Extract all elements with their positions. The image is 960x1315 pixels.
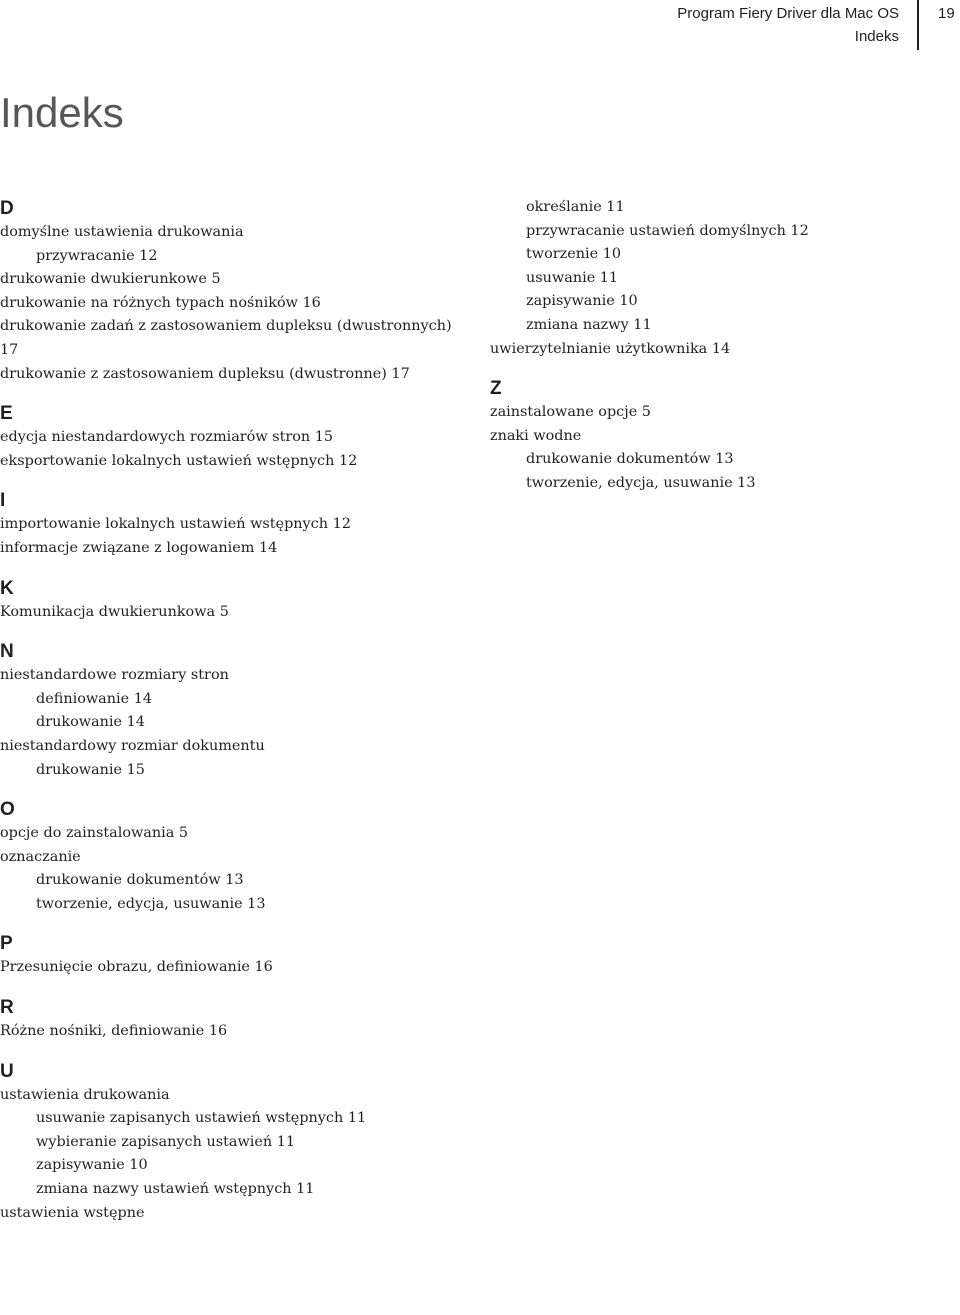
index-entry: drukowanie z zastosowaniem dupleksu (dwustronne) 17 <box>0 365 410 382</box>
index-section <box>0 488 470 560</box>
page-header <box>0 0 960 56</box>
index-entry: drukowanie zadań z zastosowaniem dupleksu (dwustronnych) <box>0 318 452 335</box>
index-subentry: usuwanie 11 <box>526 269 619 286</box>
index-section <box>0 995 470 1044</box>
index-entry: 17 <box>0 341 19 358</box>
index-subentry: definiowanie 14 <box>36 690 153 707</box>
index-section <box>0 931 470 980</box>
index-entry: Różne nośniki, definiowanie 16 <box>0 1023 228 1040</box>
index-subentry: zapisywanie 10 <box>36 1157 148 1174</box>
index-subentry: przywracanie 12 <box>36 247 158 264</box>
section-letter: K <box>0 577 14 599</box>
header-text <box>677 2 899 48</box>
index-subentry: tworzenie 10 <box>526 246 622 263</box>
index-subentry: drukowanie 14 <box>36 714 145 731</box>
index-subentry: tworzenie, edycja, usuwanie 13 <box>36 895 266 912</box>
section-letter: D <box>0 198 14 219</box>
header-divider <box>917 0 919 50</box>
index-entry: eksportowanie lokalnych ustawień wstępnych 12 <box>0 452 358 469</box>
index-subentry: usuwanie zapisanych ustawień wstępnych 11 <box>36 1110 367 1127</box>
index-subentry: zapisywanie 10 <box>526 293 638 310</box>
index-subentry: zmiana nazwy ustawień wstępnych 11 <box>36 1181 315 1198</box>
index-section <box>490 196 960 361</box>
index-subentry: drukowanie 15 <box>36 761 145 778</box>
section-letter: E <box>0 403 13 425</box>
index-entry: ustawienia drukowania <box>0 1086 170 1103</box>
index-entry: drukowanie na różnych typach nośników 16 <box>0 294 321 311</box>
index-subentry: wybieranie zapisanych ustawień 11 <box>36 1133 296 1150</box>
index-entry: niestandardowe rozmiary stron <box>0 667 229 684</box>
index-section <box>0 576 470 625</box>
index-section <box>0 797 470 916</box>
index-subentry: drukowanie dokumentów 13 <box>36 872 244 889</box>
section-letter: O <box>0 799 15 821</box>
index-entry: ustawienia wstępne <box>0 1204 145 1221</box>
index-subentry: tworzenie, edycja, usuwanie 13 <box>526 474 756 491</box>
header-section: Indeks <box>854 28 899 45</box>
index-section <box>0 196 470 386</box>
index-entry: Komunikacja dwukierunkowa 5 <box>0 603 229 620</box>
header-doc-title: Program Fiery Driver dla Mac OS <box>677 5 899 22</box>
index-subentry: zmiana nazwy 11 <box>526 316 652 333</box>
index-entry: domyślne ustawienia drukowania <box>0 224 244 240</box>
page-title: Indeks <box>0 89 124 136</box>
index-section <box>0 639 470 782</box>
section-letter: I <box>0 490 6 512</box>
index-column-right <box>490 196 960 511</box>
section-letter: N <box>0 641 14 663</box>
index-section <box>490 376 960 495</box>
index-column-left <box>0 196 470 1240</box>
section-letter: U <box>0 1060 14 1082</box>
index-entry: informacje związane z logowaniem 14 <box>0 539 278 556</box>
index-entry: importowanie lokalnych ustawień wstępnych 12 <box>0 516 351 533</box>
index-entry: opcje do zainstalowania 5 <box>0 825 189 842</box>
index-entry: Przesunięcie obrazu, definiowanie 16 <box>0 959 273 976</box>
index-subentry: określanie 11 <box>526 199 625 215</box>
index-entry: uwierzytelnianie użytkownika 14 <box>490 340 731 357</box>
index-entry: znaki wodne <box>490 427 582 444</box>
index-section <box>0 1059 470 1226</box>
index-entry: niestandardowy rozmiar dokumentu <box>0 737 265 754</box>
section-letter: P <box>0 933 13 955</box>
section-letter: Z <box>490 378 502 400</box>
index-subentry: przywracanie ustawień domyślnych 12 <box>526 222 809 239</box>
index-section <box>0 401 470 473</box>
index-entry: drukowanie dwukierunkowe 5 <box>0 271 221 288</box>
index-subentry: drukowanie dokumentów 13 <box>526 451 734 468</box>
page-number: 19 <box>938 5 955 22</box>
index-entry: edycja niestandardowych rozmiarów stron 15 <box>0 429 334 446</box>
index-entry: zainstalowane opcje 5 <box>490 404 651 421</box>
section-letter: R <box>0 997 14 1019</box>
index-entry: oznaczanie <box>0 848 81 865</box>
